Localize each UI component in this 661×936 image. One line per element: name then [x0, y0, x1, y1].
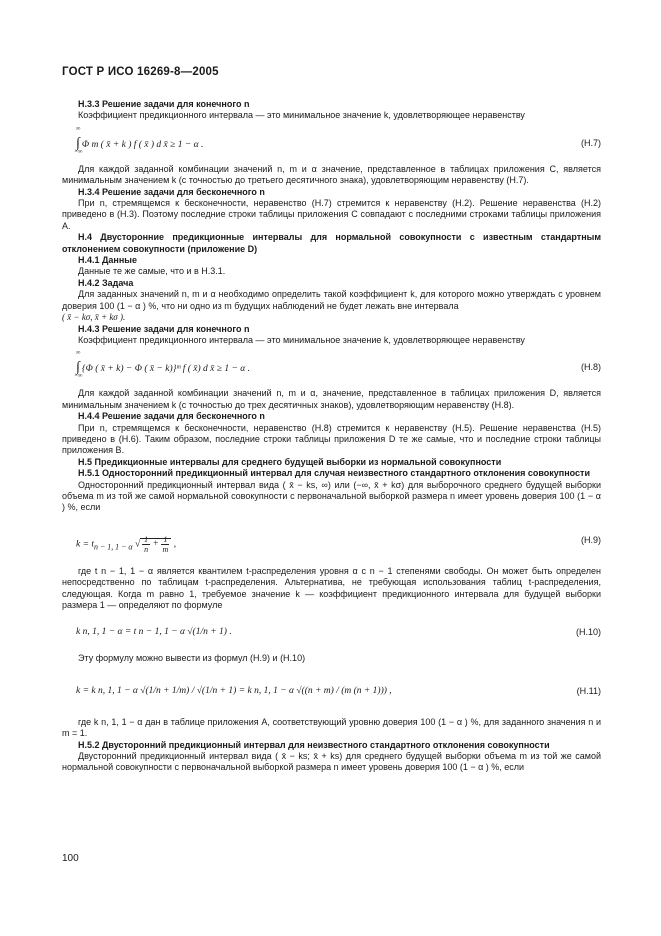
paragraph: Односторонний предикционный интервал вида ( x̄ − ks, ∞) или (−∞, x̄ + kσ) для выборочного среднего будущей выборки объема m из той же самой нормальной совокупности с первоначальной выборкой размера n имеет уровень доверия 100 (1 − α ) %, если [62, 479, 601, 513]
formula-expression: k = k n, 1, 1 − α √(1/n + 1/m) / √(1/n + 1) = k n, 1, 1 − α √((n + m) / (m (n + 1))) , [76, 685, 392, 696]
paragraph: Для заданных значений n, m и α необходимо определить такой коэффициент k, для которого можно утверждать с уровнем доверия 100 (1 − α ) %, что ни одно из m будущих наблюдений не будет лежать вне интервала [62, 289, 601, 311]
formula-number: (Н.7) [581, 137, 601, 148]
formula-expression: Φ m ( x̄ + k ) f ( x̄ ) d x̄ ≥ 1 − α . [81, 139, 204, 150]
paragraph: При n, стремящемся к бесконечности, неравенство (Н.7) стремится к неравенству (Н.2). Решение неравенства (Н.2) приведено в (Н.3). Поэтому последние строки таблицы приложения С совпадают с последними строками таблицы приложения А. [62, 198, 601, 231]
page-number: 100 [62, 853, 79, 864]
section-heading-h52: Н.5.2 Двусторонний предикционный интервал для неизвестного стандартного отклонения совокупности [78, 739, 550, 750]
formula-number: (Н.9) [581, 534, 601, 545]
section-heading-h5: Н.5 Предикционные интервалы для среднего будущей выборки из нормальной совокупности [78, 456, 502, 467]
section-heading-h44: Н.4.4 Решение задачи для бесконечного n [78, 411, 265, 422]
section-heading-h4: Н.4 Двусторонние предикционные интервалы для нормальной совокупности с известным стандартным отклонением совокупности (приложение D) [62, 232, 601, 254]
paragraph: Данные те же самые, что и в Н.3.1. [78, 266, 226, 277]
formula-h9: $k = t_{n - 1, 1 - \alpha}$ √ $\frac{1}{n}$ + $\frac{1}{m}$ , (Н.9) [76, 534, 601, 554]
interval-expression: ( x̄ − kσ, x̄ + kσ ). [62, 312, 126, 323]
formula-number: (Н.11) [576, 685, 601, 696]
integral-sign-icon: ∫ [76, 360, 80, 376]
integral-upper-limit: ∞ [76, 350, 81, 357]
section-heading-h33: Н.3.3 Решение задачи для конечного n [78, 99, 250, 109]
section-heading-h34: Н.3.4 Решение задачи для бесконечного n [78, 186, 265, 197]
paragraph: Двусторонний предикционный интервал вида ( x̄ − ks; x̄ + ks) для среднего будущей выборки объема m из той же самой нормальной совокупности с первоначальной выборкой размера n имеет уровень доверия 100 (1 − α ) %, если [62, 751, 601, 773]
paragraph: Для каждой заданной комбинации значений n, m и α значение, представленное в таблицах приложения С, является минимальным значением k (с точностью до третьего десятичного знака), удовлетворяющим неравенству (Н.7). [62, 163, 601, 186]
document-header: ГОСТ Р ИСО 16269-8—2005 [62, 66, 219, 78]
section-heading-h42: Н.4.2 Задача [78, 277, 134, 288]
section-heading-h43: Н.4.3 Решение задачи для конечного n [78, 323, 250, 334]
section-heading-h51: Н.5.1 Односторонний предикционный интервал для случая неизвестного стандартного отклонения совокупности [78, 468, 590, 479]
integral-lower-limit: −∞ [74, 373, 83, 380]
paragraph: При n, стремящемся к бесконечности, неравенство (Н.8) стремится к неравенству (Н.5). Решение неравенства (Н.5) приведено в (Н.6). Таким образом, последние строки таблицы приложения D те же самые, что и последние строки таблицы приложения В. [62, 422, 601, 456]
paragraph: Для каждой заданной комбинации значений n, m и α, значение, представленное в таблицах приложения D, является минимальным значением k (с точностью до трех десятичных знаков), удовлетворяющим неравенству (Н.8). [62, 388, 601, 410]
formula-h8 [62, 351, 601, 385]
paragraph: Коэффициент предикционного интервала — это минимальное значение k, удовлетворяющее неравенству [78, 110, 525, 121]
formula-h7 [62, 127, 601, 161]
page-content [62, 99, 601, 774]
formula-lhs: k = t [76, 539, 95, 550]
formula-h11 [62, 670, 601, 714]
section-heading-h41: Н.4.1 Данные [78, 255, 137, 266]
formula-number: (Н.10) [575, 627, 601, 638]
paragraph: где t n − 1, 1 − α является квантилем t-распределения уровня α с n − 1 степенями свободы. Он может быть определен непосредственно по таблицам t-распределения. Альтернатива, не требующая использования таблиц t-распределения, следующая. Когда m равно 1, требуемое значение k — коэффициент предикционного интервала для будущей выборки размера 1 — определяют по формуле [62, 565, 601, 610]
sqrt-sign-icon: √ [134, 539, 141, 550]
formula-subscript: n − 1, 1 − α [94, 542, 133, 552]
formula-expression: {Φ ( x̄ + k) − Φ ( x̄ − k)}ᵐ f ( x̄) d x̄ ≥ 1 − α . [81, 364, 251, 375]
integral-lower-limit: −∞ [74, 148, 83, 155]
formula-h10 [62, 616, 601, 650]
paragraph: Коэффициент предикционного интервала — это минимальное значение k, удовлетворяющее неравенству [78, 334, 525, 345]
formula-number: (Н.8) [581, 362, 601, 373]
formula-expression: k n, 1, 1 − α = t n − 1, 1 − α √(1/n + 1) . [76, 627, 232, 638]
integral-upper-limit: ∞ [76, 125, 81, 132]
integral-sign-icon: ∫ [76, 135, 80, 151]
paragraph: где k n, 1, 1 − α дан в таблице приложения А, соответствующий уровню доверия 100 (1 − α ) %, для заданного значения n и m = 1. [62, 716, 601, 739]
paragraph: Эту формулу можно вывести из формул (Н.9) и (Н.10) [78, 653, 306, 664]
